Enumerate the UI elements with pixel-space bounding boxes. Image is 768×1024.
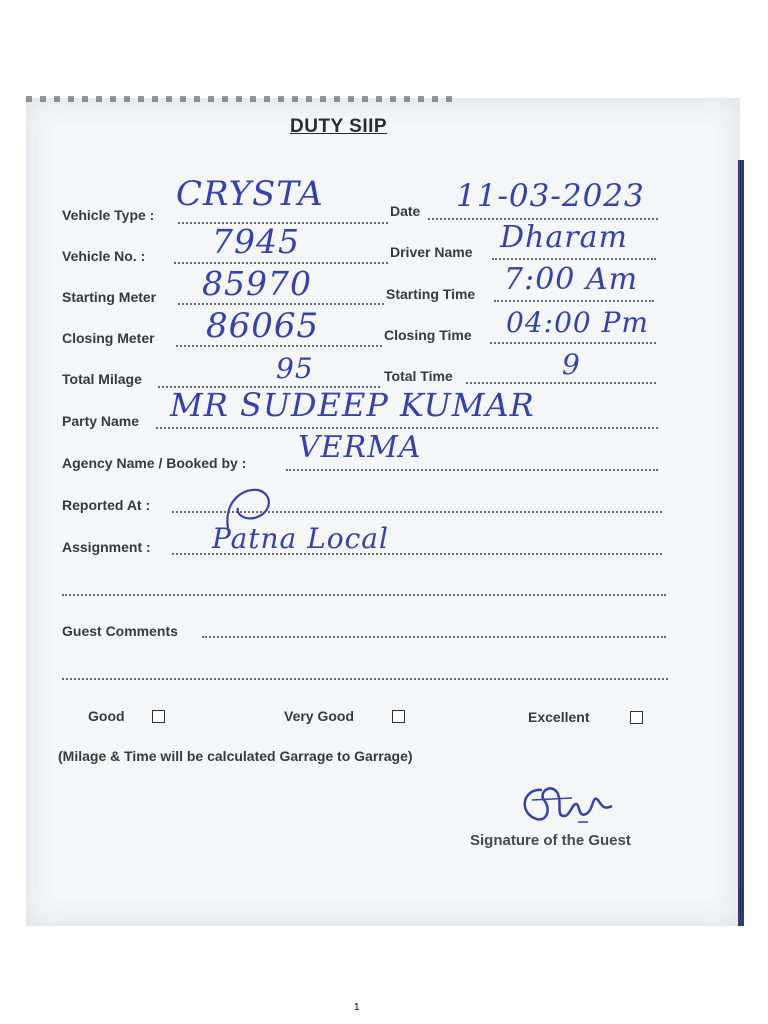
slip-title: DUTY SIIP <box>290 116 388 137</box>
closing-time-line <box>490 342 656 344</box>
total-time-label: Total Time <box>384 368 453 384</box>
rating-very-good-label: Very Good <box>284 708 355 724</box>
rating-very-good-checkbox[interactable] <box>392 710 405 723</box>
driver-name-line <box>492 258 656 260</box>
total-milage-label: Total Milage <box>62 371 142 387</box>
rating-good-checkbox[interactable] <box>152 710 165 723</box>
agency-name-label: Agency Name / Booked by : <box>62 455 247 471</box>
starting-time-label: Starting Time <box>386 286 476 302</box>
driver-name-value: Dharam <box>500 220 628 255</box>
starting-meter-label: Starting Meter <box>62 289 157 305</box>
signature-label: Signature of the Guest <box>470 832 631 849</box>
starting-meter-line <box>178 303 384 305</box>
calculation-note: (Milage & Time will be calculated Garrage to Garrage) <box>58 748 413 764</box>
closing-meter-label: Closing Meter <box>62 330 155 346</box>
date-label: Date <box>390 203 421 219</box>
rating-excellent-label: Excellent <box>528 709 590 725</box>
rating-excellent-checkbox[interactable] <box>630 711 643 724</box>
guest-signature-icon <box>512 770 622 832</box>
total-time-value: 9 <box>562 348 581 381</box>
closing-meter-value: 86065 <box>206 306 320 346</box>
page-number: 1 <box>354 1002 360 1013</box>
guest-comments-line <box>202 636 666 638</box>
total-time-line <box>466 382 656 384</box>
agency-name-value: VERMA <box>298 430 422 465</box>
blank-line-2 <box>62 678 668 680</box>
assignment-value: Patna Local <box>212 522 389 555</box>
blank-line-1 <box>62 594 666 596</box>
starting-time-line <box>494 300 654 302</box>
closing-time-value: 04:00 Pm <box>506 306 649 339</box>
party-name-label: Party Name <box>62 413 140 429</box>
party-name-line <box>156 427 658 429</box>
starting-time-value: 7:00 Am <box>504 262 639 297</box>
paper-edge <box>738 160 744 926</box>
closing-time-label: Closing Time <box>384 327 472 343</box>
date-value: 11-03-2023 <box>456 178 645 214</box>
vehicle-type-label: Vehicle Type : <box>62 207 155 223</box>
driver-name-label: Driver Name <box>390 244 473 260</box>
assignment-label: Assignment : <box>62 539 151 555</box>
top-smudge <box>26 96 456 102</box>
guest-comments-label: Guest Comments <box>62 623 178 639</box>
agency-name-line <box>286 469 658 471</box>
reported-at-label: Reported At : <box>62 497 151 513</box>
vehicle-type-value: CRYSTA <box>176 174 324 214</box>
rating-good-label: Good <box>88 708 125 724</box>
party-name-value: MR SUDEEP KUMAR <box>170 386 535 424</box>
vehicle-no-value: 7945 <box>212 222 300 261</box>
starting-meter-value: 85970 <box>202 264 312 303</box>
total-milage-value: 95 <box>276 352 314 385</box>
vehicle-no-label: Vehicle No. : <box>62 248 146 264</box>
